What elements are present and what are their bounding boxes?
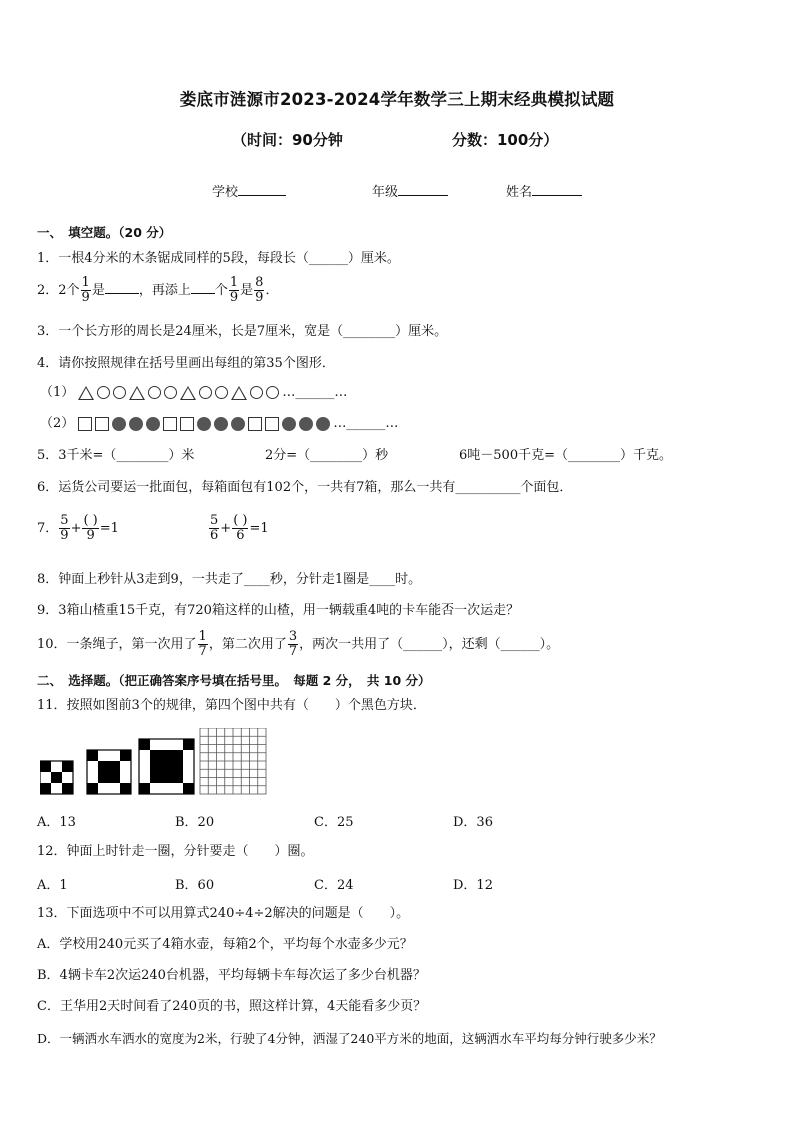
question-7: 7． $\frac{5}{9}$ + $\frac{( )}{9}$ =1 (37, 513, 119, 543)
question-5a: 5．3千米=（________）米 (37, 448, 195, 463)
question-3: 3．一个长方形的周长是24厘米，长是7厘米，宽是（________）厘米。 (37, 324, 448, 339)
question-4: 4．请你按照规律在括号里画出每组的第35个图形． (37, 356, 335, 371)
circle-icon (199, 386, 212, 399)
pattern-figure (40, 728, 270, 796)
name-field[interactable] (506, 181, 582, 200)
grade-field[interactable] (372, 181, 448, 200)
square-icon (95, 417, 109, 431)
question-5c: 6吨－500千克=（________）千克。 (459, 448, 672, 463)
score-label: 分数：100分） (452, 131, 559, 149)
filled-circle-icon (231, 417, 245, 431)
question-8: 8．钟面上秒针从3走到9，一共走了____秒，分针走1圈是____时。 (37, 572, 422, 587)
q12-option-a[interactable]: A．1 (37, 878, 68, 893)
filled-circle-icon (214, 417, 228, 431)
time-label: （时间：90分钟 (232, 131, 343, 149)
question-9: 9．3箱山楂重15千克，有720箱这样的山楂，用一辆载重4吨的卡车能否一次运走？ (37, 603, 520, 618)
triangle-icon (180, 386, 196, 400)
question-6: 6．运货公司要运一批面包，每箱面包有102个，一共有7箱，那么一共有__________个面包． (37, 480, 573, 495)
circle-icon (266, 386, 279, 399)
q13-option-c[interactable]: C．王华用2天时间看了240页的书，照这样计算，4天能看多少页？ (37, 999, 427, 1014)
square-icon (265, 417, 279, 431)
filled-circle-icon (129, 417, 143, 431)
triangle-icon (78, 386, 94, 400)
circle-icon (113, 386, 126, 399)
question-5b: 2分=（________）秒 (265, 448, 389, 463)
q11-option-b[interactable]: B．20 (175, 815, 215, 830)
section2-header: 二、 选择题。（把正确答案序号填在括号里。 每题 2 分， 共 10 分） (37, 673, 431, 688)
name-label: 姓名 (506, 185, 533, 200)
pattern-row-2: （2） …______… (40, 416, 399, 431)
school-label: 学校 (212, 185, 239, 200)
page-title: 娄底市涟源市2023-2024学年数学三上期末经典模拟试题 (179, 90, 615, 109)
circle-icon (250, 386, 263, 399)
pattern-3 (139, 739, 194, 794)
question-13: 13．下面选项中不可以用算式240÷4÷2解决的问题是（ ）。 (37, 906, 410, 921)
q13-option-a[interactable]: A．学校用240元买了4箱水壶，每箱2个，平均每个水壶多少元？ (37, 937, 413, 952)
pattern-4-grid (200, 728, 266, 794)
q12-option-c[interactable]: C．24 (314, 878, 354, 893)
grade-label: 年级 (372, 185, 399, 200)
q11-option-c[interactable]: C．25 (314, 815, 354, 830)
q12-option-b[interactable]: B．60 (175, 878, 215, 893)
pattern-1 (40, 761, 73, 794)
circle-icon (215, 386, 228, 399)
square-icon (163, 417, 177, 431)
triangle-icon (129, 386, 145, 400)
q12-option-d[interactable]: D．12 (453, 878, 493, 893)
circle-icon (97, 386, 110, 399)
question-2: 2．2个 $\frac{1}{9}$ 是 ，再添上 个 $\frac{1}{9}$ 是 $\frac{8}{9}$ ． (37, 275, 279, 305)
pattern-2 (87, 750, 131, 794)
filled-circle-icon (197, 417, 211, 431)
triangle-icon (231, 386, 247, 400)
filled-circle-icon (316, 417, 330, 431)
q13-option-b[interactable]: B．4辆卡车2次运240台机器，平均每辆卡车每次运了多少台机器？ (37, 968, 426, 983)
question-7b: $\frac{5}{6}$ + $\frac{( )}{6}$ =1 (210, 513, 269, 543)
circle-icon (148, 386, 161, 399)
question-12: 12．钟面上时针走一圈，分针要走（ ）圈。 (37, 844, 314, 859)
filled-circle-icon (282, 417, 296, 431)
filled-circle-icon (112, 417, 126, 431)
q13-option-d[interactable]: D．一辆洒水车洒水的宽度为2米，行驶了4分钟，洒湿了240平方米的地面，这辆洒水车平均每分钟行驶多少米？ (37, 1031, 662, 1046)
square-icon (180, 417, 194, 431)
square-icon (248, 417, 262, 431)
question-1: 1．一根4分米的木条锯成同样的5段，每段长（______）厘米。 (37, 251, 400, 266)
question-10: 10．一条绳子，第一次用了 $\frac{1}{7}$ ，第二次用了 $\frac{3}{7}$ ，两次一共用了（______），还剩（______）。 (37, 629, 560, 659)
square-icon (78, 417, 92, 431)
q11-option-a[interactable]: A．13 (37, 815, 76, 830)
filled-circle-icon (146, 417, 160, 431)
section1-header: 一、 填空题。（20 分） (37, 225, 172, 240)
pattern-row-1: （1） …______… (40, 385, 348, 400)
filled-circle-icon (299, 417, 313, 431)
q11-option-d[interactable]: D．36 (453, 815, 493, 830)
circle-icon (164, 386, 177, 399)
question-11: 11．按照如图前3个的规律，第四个图中共有（ ）个黑色方块． (37, 698, 426, 713)
school-field[interactable] (212, 181, 286, 200)
